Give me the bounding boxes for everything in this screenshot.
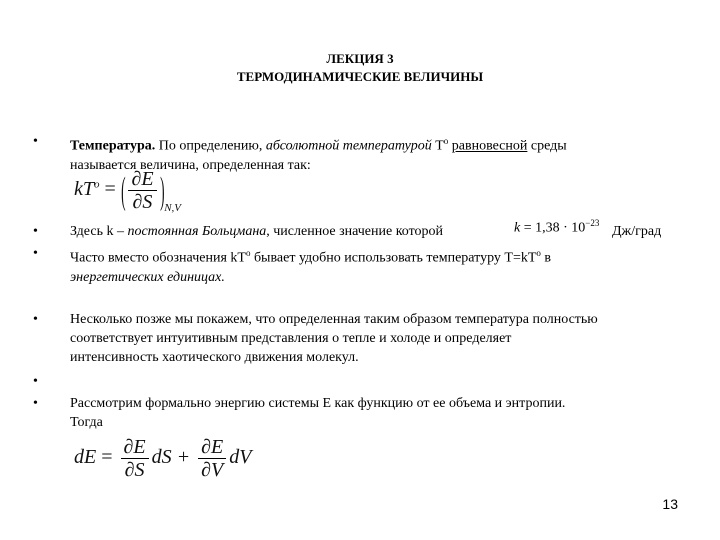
paragraph-interpretation — [70, 310, 690, 367]
text-span: Часто вместо обозначения kT — [70, 250, 246, 266]
text-italic: абсолютной температурой — [265, 138, 432, 154]
paren-right: ) — [159, 169, 165, 212]
fraction-denominator: ∂S — [124, 459, 145, 481]
text-line: интенсивность хаотического движения молекул. — [70, 350, 359, 365]
formula-superscript: o — [94, 178, 100, 191]
superscript: o — [536, 248, 541, 258]
title-line-1: ЛЕКЦИЯ 3 — [326, 51, 394, 66]
text-span: бывает удобно использовать температуру T=kT — [250, 250, 537, 266]
bullet-marker: • — [33, 396, 38, 411]
page-number: 13 — [662, 496, 678, 512]
formula-middle: dS + — [151, 446, 191, 469]
text-line: Рассмотрим формально энергию системы E как функцию от ее объема и энтропии. — [70, 396, 566, 411]
text-underlined: равновесной — [451, 138, 528, 154]
fraction-denominator: ∂V — [201, 459, 224, 481]
kconst-exponent: −23 — [585, 218, 600, 228]
text-line: называется величина, определенная так: — [70, 157, 311, 173]
bullet-marker: • — [33, 312, 38, 327]
text-span: Здесь k – — [70, 224, 128, 239]
text-span: По определению, — [155, 138, 266, 154]
formula-lhs: dE — [74, 446, 97, 469]
fraction — [198, 436, 226, 481]
fraction-numerator: ∂E — [198, 436, 226, 459]
formula-energy-differential — [74, 436, 251, 481]
formula-equals: = — [104, 178, 116, 201]
superscript: o — [245, 248, 251, 258]
text-span: среды — [527, 138, 567, 154]
fraction-numerator: ∂E — [121, 436, 149, 459]
formula-lhs: kT — [74, 178, 94, 201]
text-line: Тогда — [70, 415, 103, 430]
paren-left: ( — [120, 169, 126, 212]
formula-subscript: N,V — [164, 202, 182, 215]
text-span: в — [540, 250, 552, 266]
unit-label: Дж/град — [612, 224, 662, 239]
formula-end: dV — [229, 446, 252, 469]
paragraph-energy-units — [70, 244, 690, 287]
slide-title — [0, 50, 720, 86]
text-italic: постоянная Больцмана — [127, 224, 267, 239]
bullet-marker: • — [33, 224, 38, 239]
text-span: T — [431, 138, 444, 154]
fraction — [128, 168, 156, 213]
formula-equals: = — [101, 446, 113, 469]
superscript: o — [443, 136, 449, 146]
bullet-marker-empty: • — [33, 374, 38, 389]
boltzmann-constant-formula — [514, 218, 599, 237]
bullet-marker: • — [33, 134, 38, 149]
fraction-numerator: ∂E — [128, 168, 156, 191]
term-temperature: Температура. — [70, 138, 156, 154]
text-line: соответствует интуитивным представления о тепле и холоде и определяет — [70, 331, 512, 346]
fraction — [121, 436, 149, 481]
text-line: Несколько позже мы покажем, что определенная таким образом температура полностью — [70, 312, 598, 327]
text-italic: энергетических единицах. — [70, 269, 225, 285]
fraction-denominator: ∂S — [132, 191, 153, 213]
formula-temperature-definition — [74, 168, 181, 214]
kconst-lhs: k — [514, 220, 521, 236]
title-line-2: ТЕРМОДИНАМИЧЕСКИЕ ВЕЛИЧИНЫ — [236, 69, 484, 84]
kconst-value: = 1,38 · 10 — [520, 220, 586, 236]
bullet-marker: • — [33, 246, 38, 261]
text-span: , численное значение которой — [266, 224, 444, 239]
paragraph-energy-function — [70, 394, 690, 432]
